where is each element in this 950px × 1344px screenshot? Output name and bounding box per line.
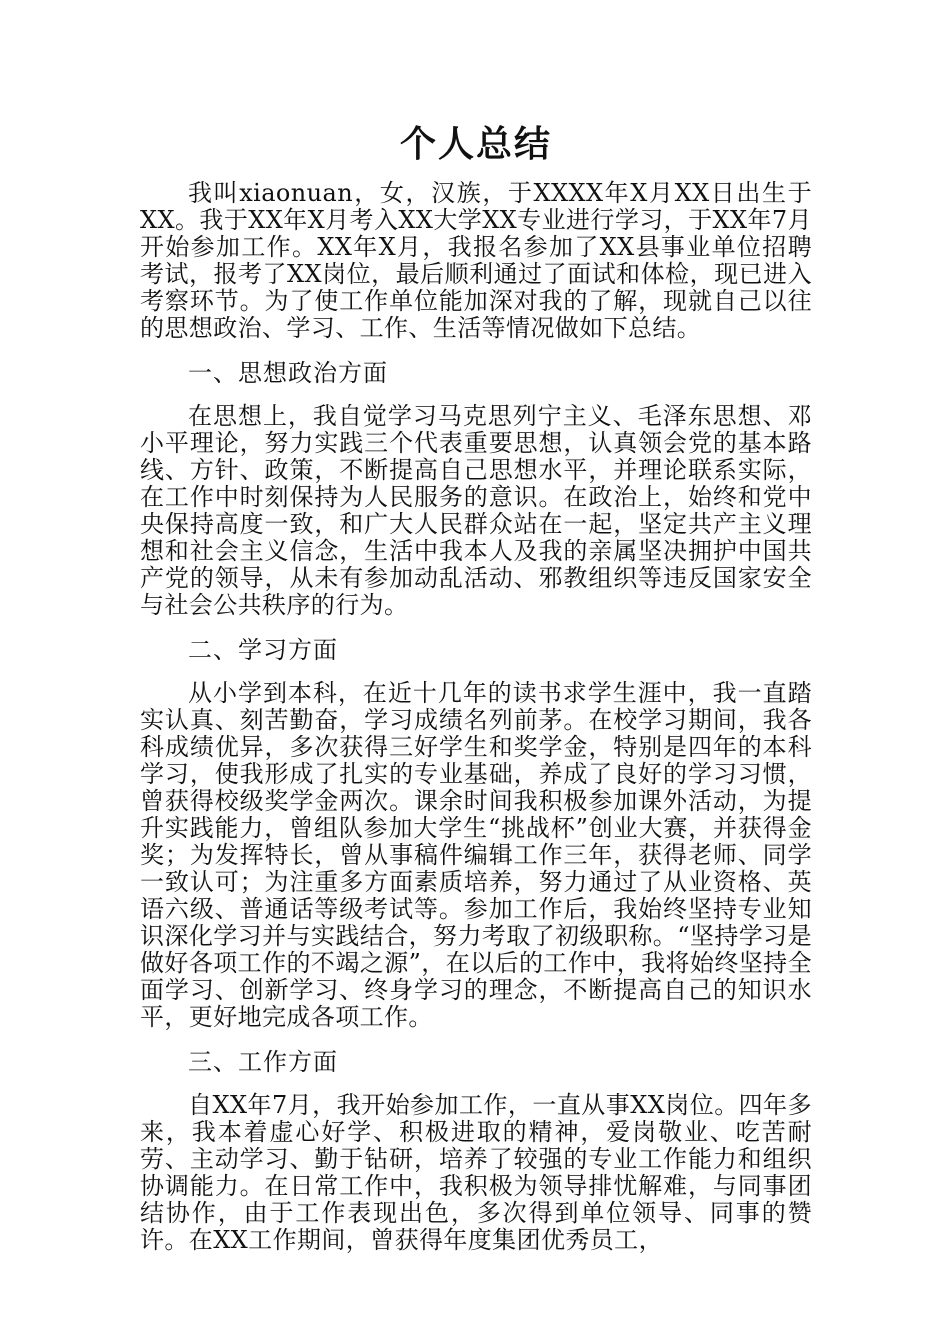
- section-body-study: 从小学到本科，在近十几年的读书求学生涯中，我一直踏实认真、刻苦勤奋，学习成绩名列前茅。在校学习期间，我各科成绩优异，多次获得三好学生和奖学金，特别是四年的本科学习，使我形成了扎实的专业基础，养成了良好的学习习惯，曾获得校级奖学金两次。课余时间我积极参加课外活动，为提升实践能力，曾组队参加大学生“挑战杯”创业大赛，并获得金奖；为发挥特长，曾从事稿件编辑工作三年，获得老师、同学一致认可；为注重多方面素质培养，努力通过了从业资格、英语六级、普通话等级考试等。参加工作后，我始终坚持专业知识深化学习并与实践结合，努力考取了初级职称。“坚持学习是做好各项工作的不竭之源”，在以后的工作中，我将始终坚持全面学习、创新学习、终身学习的理念，不断提高自己的知识水平，更好地完成各项工作。: [140, 679, 812, 1031]
- intro-paragraph: 我叫xiaonuan，女，汉族，于XXXX年X月XX日出生于XX。我于XX年X月考入XX大学XX专业进行学习，于XX年7月开始参加工作。XX年X月，我报名参加了XX县事业单位招聘考试，报考了XX岗位，最后顺利通过了面试和体检，现已进入考察环节。为了使工作单位能加深对我的了解，现就自己以往的思想政治、学习、工作、生活等情况做如下总结。: [140, 179, 812, 342]
- page-title: 个人总结: [399, 123, 552, 165]
- section-heading-political: 一、思想政治方面: [188, 359, 388, 387]
- document-body: [140, 118, 812, 1254]
- section-body-political: 在思想上，我自觉学习马克思列宁主义、毛泽东思想、邓小平理论，努力实践三个代表重要思想，认真领会党的基本路线、方针、政策，不断提高自己思想水平，并理论联系实际，在工作中时刻保持为人民服务的意识。在政治上，始终和党中央保持高度一致，和广大人民群众站在一起，坚定共产主义理想和社会主义信念，生活中我本人及我的亲属坚决拥护中国共产党的领导，从未有参加动乱活动、邪教组织等违反国家安全与社会公共秩序的行为。: [140, 402, 812, 619]
- section-heading-work: 三、工作方面: [188, 1048, 338, 1076]
- section-body-work: 自XX年7月，我开始参加工作，一直从事XX岗位。四年多来，我本着虚心好学、积极进取的精神，爱岗敬业、吃苦耐劳、主动学习、勤于钻研，培养了较强的专业工作能力和组织协调能力。在日常工作中，我积极为领导排忧解难，与同事团结协作，由于工作表现出色，多次得到单位领导、同事的赞许。在XX工作期间，曾获得年度集团优秀员工，: [140, 1091, 812, 1254]
- section-heading-study: 二、学习方面: [188, 636, 338, 664]
